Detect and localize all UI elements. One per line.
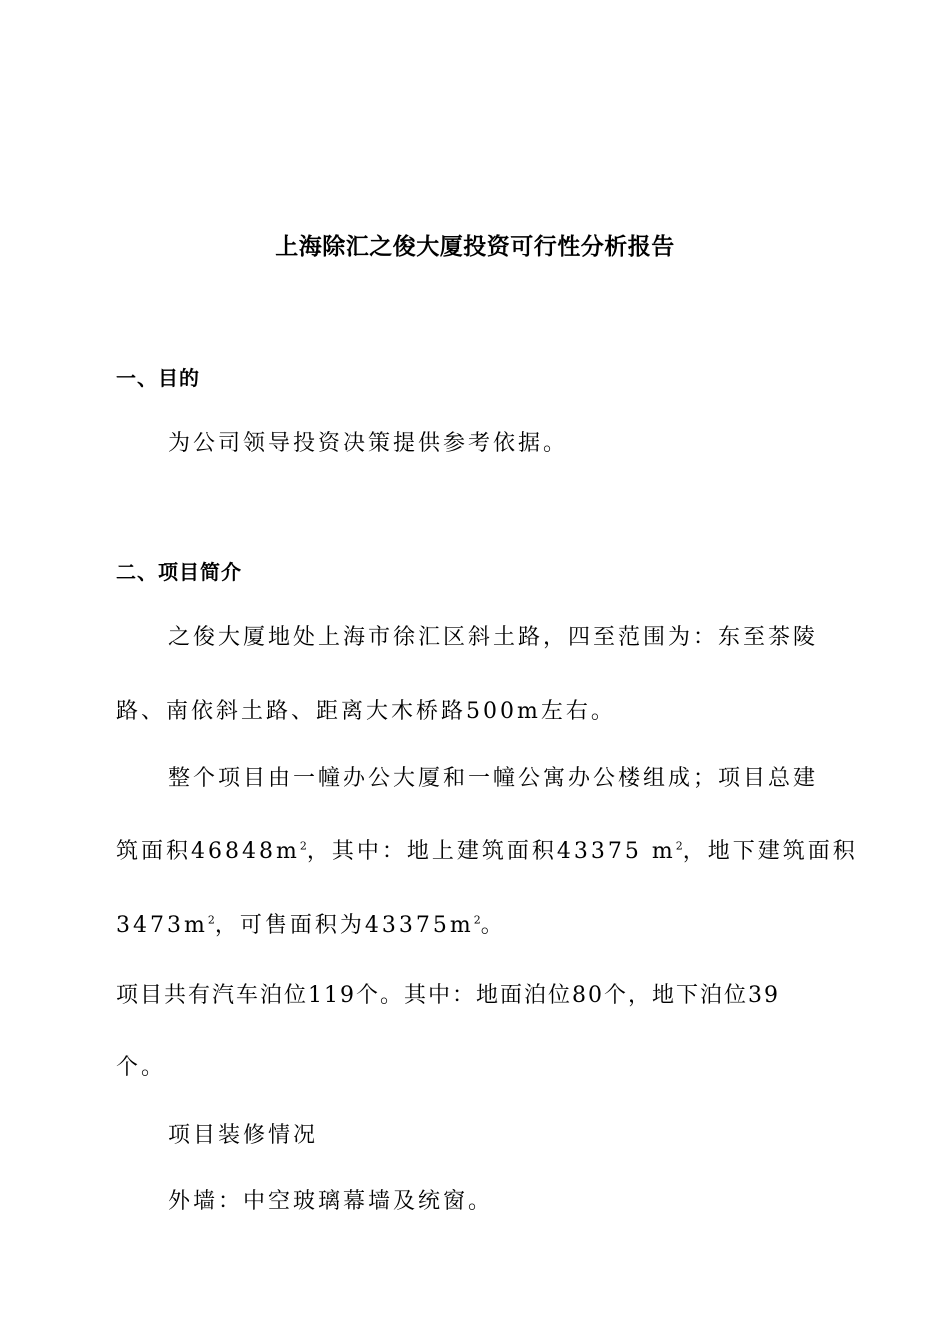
superscript-2: 2 — [473, 913, 481, 927]
location-line-1: 之俊大厦地处上海市徐汇区斜土路，四至范围为：东至茶陵 — [168, 625, 819, 650]
parking-line-1: 项目共有汽车泊位119个。其中：地面泊位80个，地下泊位39 — [116, 983, 780, 1008]
superscript-2: 2 — [299, 839, 307, 853]
parking-line-2: 个。 — [116, 1055, 167, 1080]
purpose-paragraph: 为公司领导投资决策提供参考依据。 — [168, 431, 569, 456]
superscript-2: 2 — [675, 839, 683, 853]
underground-area-label: ，地下建筑面积 — [682, 839, 858, 864]
location-line-2: 路、南依斜土路、距离大木桥路500m左右。 — [116, 699, 616, 724]
superscript-2: 2 — [207, 913, 215, 927]
document-title: 上海除汇之俊大厦投资可行性分析报告 — [275, 233, 675, 260]
exterior-wall-line: 外墙：中空玻璃幕墙及统窗。 — [168, 1189, 494, 1214]
total-area-text: 筑面积46848m — [116, 839, 300, 864]
above-ground-area-text: ，其中：地上建筑面积43375 m — [306, 839, 676, 864]
area-line-3 — [116, 908, 836, 939]
saleable-area-text: ，可售面积为43375m — [214, 913, 474, 938]
composition-line-1: 整个项目由一幢办公大厦和一幢公寓办公楼组成；项目总建 — [168, 766, 819, 791]
section-heading-purpose: 一、目的 — [116, 366, 200, 390]
underground-area-text: 3473m — [116, 913, 208, 938]
area-line-2 — [116, 834, 858, 865]
section-heading-overview: 二、项目简介 — [116, 560, 242, 584]
decoration-heading: 项目装修情况 — [168, 1123, 319, 1148]
sentence-end: 。 — [480, 913, 506, 938]
